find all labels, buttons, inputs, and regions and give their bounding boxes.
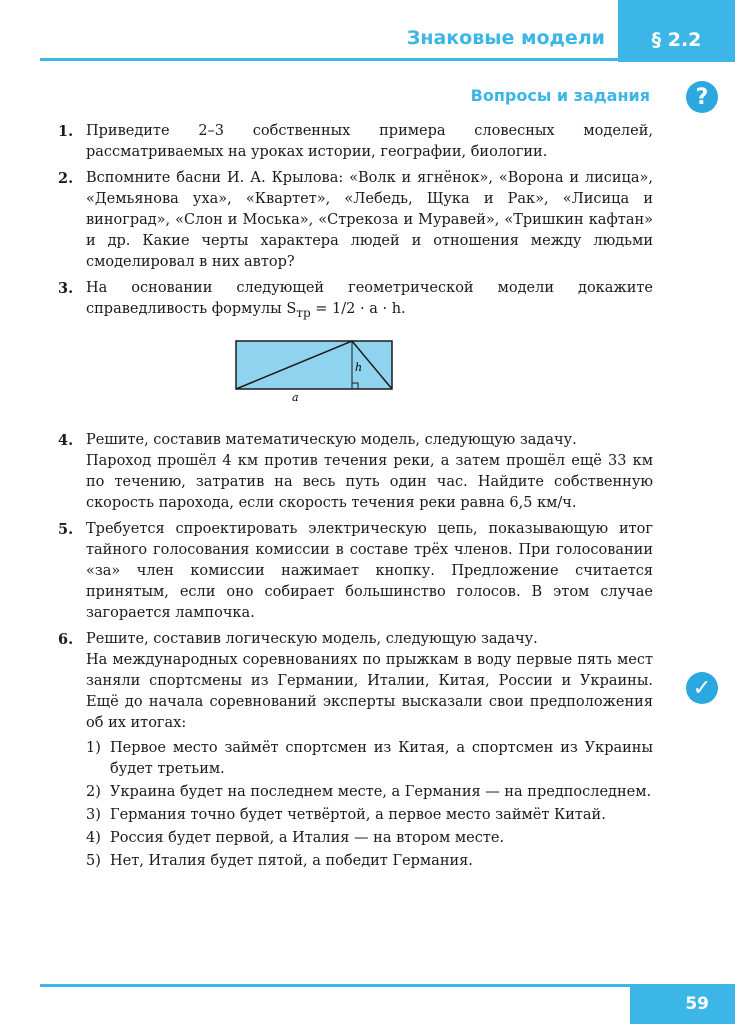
rectangle-shape bbox=[236, 341, 392, 389]
task-detail: Пароход прошёл 4 км против течения реки, а затем прошёл ещё 33 км по течению, затратив на весь путь один час. Найдите собственную скорость парохода, если скорость течения реки равна 6,5 км/ч. bbox=[86, 452, 653, 511]
task-6 bbox=[58, 629, 653, 874]
task-text: Решите, составив логическую модель, следующую задачу. bbox=[86, 630, 538, 647]
section-number-badge: § 2.2 bbox=[618, 0, 735, 62]
section-heading: Вопросы и задания bbox=[470, 86, 650, 105]
task-text: Решите, составив математическую модель, следующую задачу. bbox=[86, 431, 577, 448]
item-number: 4) bbox=[86, 829, 101, 846]
checkmark-icon: ✓ bbox=[686, 672, 718, 704]
task-4 bbox=[58, 430, 653, 514]
page-number: 59 bbox=[630, 984, 735, 1024]
formula-prefix: На основании следующей геометрической модели докажите справедливость формулы S bbox=[86, 280, 653, 317]
task-5 bbox=[58, 519, 653, 624]
formula-suffix: = 1/2 · a · h. bbox=[310, 301, 406, 317]
item-number: 2) bbox=[86, 783, 101, 800]
task-number: 3. bbox=[58, 280, 74, 297]
task-text: Вспомните басни И. А. Крылова: «Волк и ягнёнок», «Ворона и лисица», «Демьянова уха», «Квартет», «Лебедь, Щука и Рак», «Лисица и виноград», «Слон и Моська», «Стрекоза и Муравей», «Тришкин кафтан» и др. Какие черты характера людей и отношения между людьми смоделировал в них автор? bbox=[86, 170, 653, 270]
item-number: 1) bbox=[86, 739, 101, 756]
chapter-title: Знаковые модели bbox=[406, 27, 605, 49]
task-text: Требуется спроектировать электрическую цепь, показывающую итог тайного голосования комиссии в составе трёх членов. При голосовании «за» член комиссии нажимает кнопку. Предложение считается принятым, если оно собирает большинство голосов. В этом случае загорается лампочка. bbox=[86, 520, 653, 621]
item-text: Нет, Италия будет пятой, а победит Германия. bbox=[110, 852, 473, 869]
task-number: 5. bbox=[58, 520, 74, 538]
task-detail: На международных соревнованиях по прыжкам в воду первые пять мест заняли спортсмены из Германии, Италии, Китая, России и Украины. Ещё до начала соревнований эксперты высказали свои предположения об их итогах: bbox=[86, 651, 653, 731]
task-number: 1. bbox=[58, 123, 74, 140]
task-text bbox=[86, 278, 653, 324]
task-2 bbox=[58, 168, 653, 273]
task-text: Приведите 2–3 собственных примера словесных моделей, рассматриваемых на уроках истории, географии, биологии. bbox=[86, 123, 653, 160]
task-number: 6. bbox=[58, 630, 74, 648]
base-label: a bbox=[292, 390, 299, 402]
item-number: 5) bbox=[86, 852, 101, 869]
task-list bbox=[58, 121, 653, 879]
prediction-list bbox=[86, 738, 653, 872]
list-item bbox=[86, 851, 653, 872]
list-item bbox=[86, 782, 653, 803]
task-1 bbox=[58, 121, 653, 163]
item-text: Германия точно будет четвёртой, а первое место займёт Китай. bbox=[110, 806, 606, 823]
footer-rule bbox=[40, 984, 630, 987]
triangle-diagram bbox=[234, 338, 394, 402]
task-number: 4. bbox=[58, 431, 74, 449]
item-text: Украина будет на последнем месте, а Германия — на предпоследнем. bbox=[110, 783, 652, 800]
item-text: Первое место займёт спортсмен из Китая, а спортсмен из Украины будет третьим. bbox=[110, 739, 653, 777]
task-number: 2. bbox=[58, 170, 74, 187]
item-number: 3) bbox=[86, 806, 101, 823]
item-text: Россия будет первой, а Италия — на втором месте. bbox=[110, 829, 505, 846]
header-rule bbox=[40, 58, 618, 61]
list-item bbox=[86, 738, 653, 780]
height-label: h bbox=[355, 360, 363, 374]
formula-subscript: тр bbox=[296, 305, 311, 320]
question-icon: ? bbox=[686, 81, 718, 113]
list-item bbox=[86, 805, 653, 826]
list-item bbox=[86, 828, 653, 849]
task-3 bbox=[58, 278, 653, 324]
